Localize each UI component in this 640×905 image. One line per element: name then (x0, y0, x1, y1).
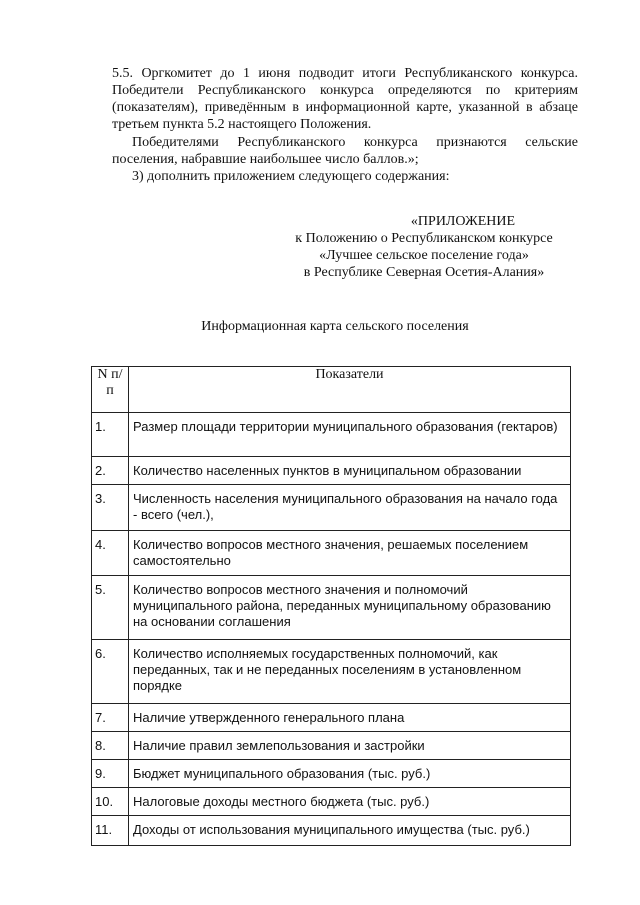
table-row (92, 457, 571, 485)
table-row (92, 531, 571, 576)
row-indicator: Бюджет муниципального образования (тыс. руб.) (129, 760, 571, 788)
appendix-line: «Лучшее сельское поселение года» (319, 248, 529, 263)
table-row (92, 816, 571, 846)
table-header-row (92, 367, 571, 413)
indicators-table (91, 366, 571, 846)
table-row (92, 576, 571, 640)
row-indicator: Доходы от использования муниципального имущества (тыс. руб.) (129, 816, 571, 846)
table-row (92, 413, 571, 457)
row-indicator: Наличие утвержденного генерального плана (129, 704, 571, 732)
row-number: 11. (92, 816, 129, 846)
row-number: 2. (92, 457, 129, 485)
row-indicator: Количество вопросов местного значения, решаемых поселением самостоятельно (129, 531, 571, 576)
appendix-heading (268, 213, 580, 281)
paragraph-winners: Победителями Республиканского конкурса признаются сельские поселения, набравшие наибольшее число баллов.»; (112, 135, 578, 167)
table-row (92, 760, 571, 788)
row-indicator: Размер площади территории муниципального образования (гектаров) (129, 413, 571, 457)
row-number: 6. (92, 640, 129, 704)
row-indicator: Количество населенных пунктов в муниципальном образовании (129, 457, 571, 485)
row-indicator: Численность населения муниципального образования на начало года - всего (чел.), (129, 485, 571, 531)
row-number: 1. (92, 413, 129, 457)
header-number (92, 367, 129, 413)
row-number: 8. (92, 732, 129, 760)
row-number: 5. (92, 576, 129, 640)
row-number: 4. (92, 531, 129, 576)
row-number: 7. (92, 704, 129, 732)
row-indicator: Количество исполняемых государственных полномочий, как переданных, так и не переданных поселениям в установленном порядке (129, 640, 571, 704)
header-indicators: Показатели (129, 367, 571, 413)
table-row (92, 640, 571, 704)
appendix-line: в Республике Северная Осетия-Алания» (303, 265, 545, 280)
row-indicator: Наличие правил землепользования и застройки (129, 732, 571, 760)
row-number: 3. (92, 485, 129, 531)
row-number: 9. (92, 760, 129, 788)
table-row (92, 485, 571, 531)
table-row (92, 788, 571, 816)
table-row (92, 704, 571, 732)
card-title: Информационная карта сельского поселения (201, 319, 469, 334)
appendix-line: к Положению о Республиканском конкурсе (295, 231, 553, 246)
row-number: 10. (92, 788, 129, 816)
paragraph-5-5: 5.5. Оргкомитет до 1 июня подводит итоги Республиканского конкурса. Победители Республиканского конкурса определяются по критериям (показателям), приведённым в информационной карте, указанной в абзаце третьем пункта 5.2 настоящего Положения. (112, 66, 578, 132)
row-indicator: Количество вопросов местного значения и полномочий муниципального района, переданных муниципальному образованию на основании соглашения (129, 576, 571, 640)
table-row (92, 732, 571, 760)
paragraph-item-3: 3) дополнить приложением следующего содержания: (132, 169, 450, 184)
header-number-label: N п/п (97, 367, 123, 398)
row-indicator: Налоговые доходы местного бюджета (тыс. руб.) (129, 788, 571, 816)
appendix-title: «ПРИЛОЖЕНИЕ (410, 214, 516, 229)
